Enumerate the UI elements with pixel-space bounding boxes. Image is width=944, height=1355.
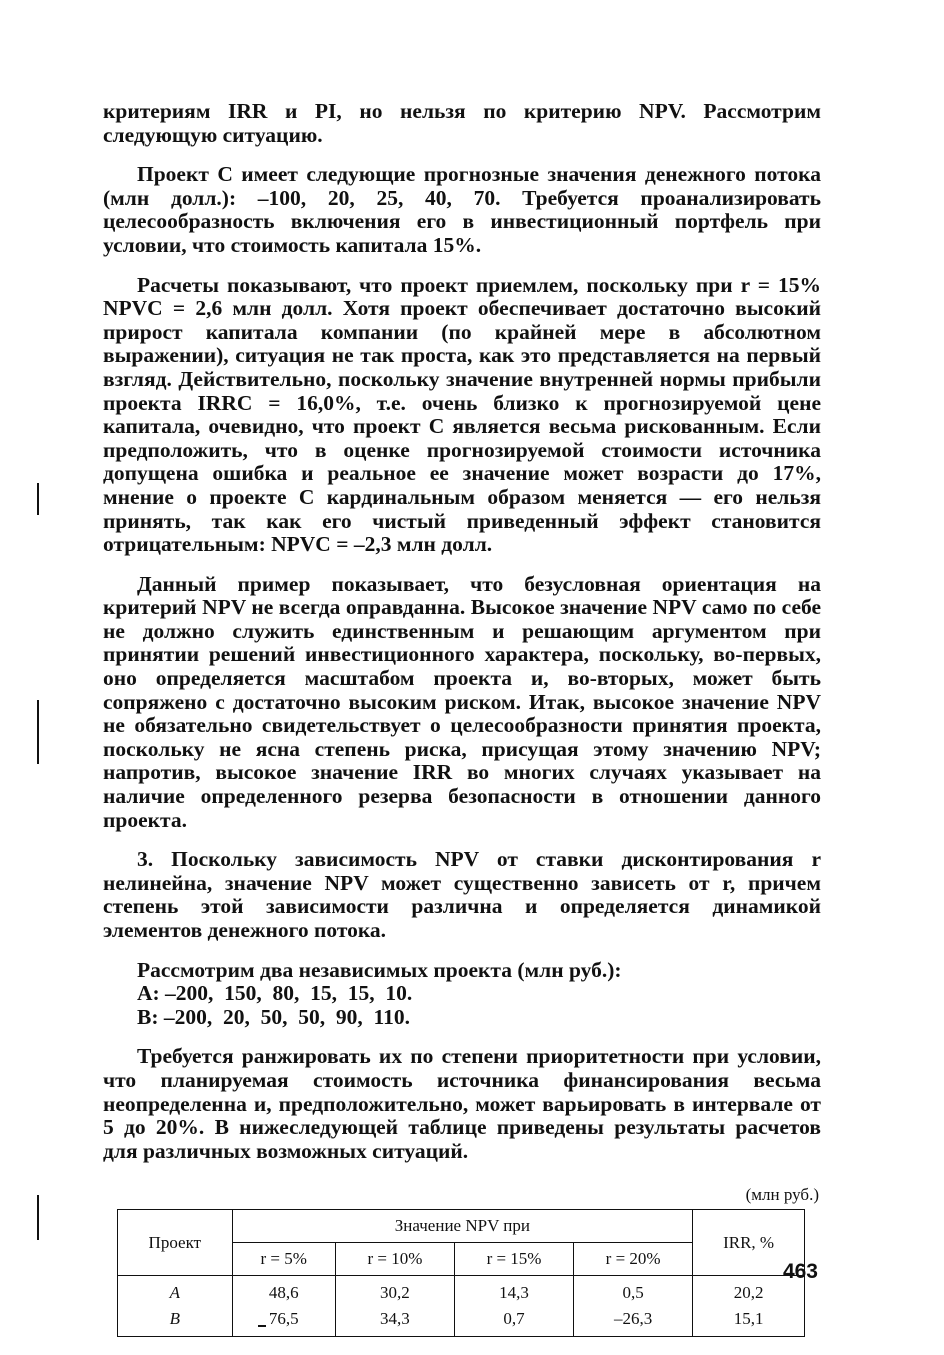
page-content [103, 100, 821, 1337]
project-b-flows: B: –200, 20, 50, 50, 90, 110. [137, 1004, 410, 1029]
project-name: B [118, 1306, 233, 1337]
npv-cell: 48,6 [232, 1276, 335, 1307]
irr-cell: 20,2 [693, 1276, 805, 1307]
npv-cell: –26,3 [574, 1306, 693, 1337]
header-project: Проект [118, 1210, 233, 1276]
margin-mark [37, 700, 39, 764]
header-rate: r = 10% [335, 1243, 454, 1276]
paragraph-7: Требуется ранжировать их по степени приоритетности при условии, что планируемая стоимость источника финансирования весьма неопределенна и, предположительно, может варьировать в интервале от 5 до 20%. В нижеследующей таблице приведены результаты расчетов для различных возможных ситуаций. [103, 1044, 821, 1163]
paragraph-2: Проект C имеет следующие прогнозные значения денежного потока (млн долл.): –100, 20, 25, 40, 70. Требуется проанализировать целесообразность включения его в инвестиционный портфель при условии, что стоимость капитала 15%. [103, 162, 821, 257]
header-rate: r = 15% [454, 1243, 573, 1276]
table-row [118, 1276, 805, 1307]
page-number: 463 [782, 1260, 818, 1283]
npv-cell: 76,5 [232, 1306, 335, 1337]
irr-cell: 15,1 [693, 1306, 805, 1337]
npv-table [117, 1209, 805, 1337]
paragraph-4: Данный пример показывает, что безусловная ориентация на критерий NPV не всегда оправданна. Высокое значение NPV само по себе не должно служить единственным и решающим аргументом при принятии решений инвестиционного характера, поскольку, во-первых, оно определяется масштабом проекта и, во-вторых, может быть сопряжено с достаточно высоким риском. Итак, высокое значение NPV не обязательно свидетельствует о целесообразности принятия проекта, поскольку не ясна степень риска, присущая этому значению NPV; напротив, высокое значение IRR во многих случаях указывает на наличие определенного резерва безопасности в отношении данного проекта. [103, 571, 821, 832]
margin-mark [37, 1195, 39, 1240]
npv-cell: 14,3 [454, 1276, 573, 1307]
npv-cell: 0,5 [574, 1276, 693, 1307]
header-rate: r = 5% [232, 1243, 335, 1276]
paragraph-3: Расчеты показывают, что проект приемлем, поскольку при r = 15% NPVC = 2,6 млн долл. Хотя проект обеспечивает достаточно высокий прирост капитала компании (по крайней мере в абсолютном выражении), ситуация не так проста, как это представляется на первый взгляд. Действительно, поскольку значение внутренней нормы прибыли проекта IRRC = 16,0%, т.е. очень близко к прогнозируемой цене капитала, очевидно, что проект C является весьма рискованным. Если предположить, что в оценке прогнозируемой стоимости источника допущена ошибка и реальное ее значение может возрасти до 17%, мнение о проекте C кардинальным образом меняется — его нельзя принять, так как его чистый приведенный эффект становится отрицательным: NPVC = –2,3 млн долл. [103, 272, 821, 557]
paragraph-5: 3. Поскольку зависимость NPV от ставки дисконтирования r нелинейна, значение NPV может существенно зависеть от r, причем степень этой зависимости различна и определяется динамикой элементов денежного потока. [103, 847, 821, 942]
paragraph-6: Рассмотрим два независимых проекта (млн руб.): [137, 957, 622, 982]
npv-cell: 34,3 [335, 1306, 454, 1337]
project-a-flows: A: –200, 150, 80, 15, 15, 10. [137, 981, 413, 1006]
header-irr: IRR, % [693, 1210, 805, 1276]
header-rate: r = 20% [574, 1243, 693, 1276]
project-name: A [118, 1276, 233, 1307]
table-row [118, 1306, 805, 1337]
npv-cell: 0,7 [454, 1306, 573, 1337]
table-units: (млн руб.) [745, 1185, 819, 1205]
header-npv: Значение NPV при [232, 1210, 693, 1243]
npv-cell: 30,2 [335, 1276, 454, 1307]
scan-mark [258, 1325, 266, 1327]
margin-mark [37, 483, 39, 515]
paragraph-1: критериям IRR и PI, но нельзя по критерию NPV. Рассмотрим следующую ситуацию. [103, 99, 821, 147]
